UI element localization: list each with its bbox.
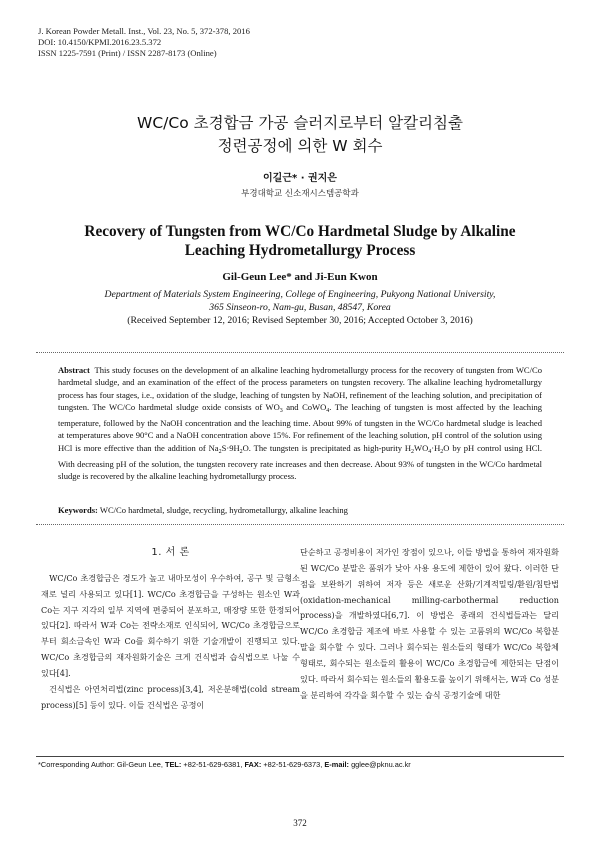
affiliation-line2: 365 Sinseon-ro, Nam-gu, Busan, 48547, Korea (209, 301, 391, 313)
footnote-prefix: *Corresponding Author: Gil-Geun Lee, (38, 760, 165, 769)
dotted-divider-bottom (36, 524, 564, 525)
email-value[interactable]: gglee@pknu.ac.kr (349, 760, 411, 769)
abstract-sub-5: 2 (411, 448, 415, 455)
english-title (0, 222, 600, 260)
left-paragraph-1: WC/Co 초경합금은 경도가 높고 내마모성이 우수하여, 공구 및 금형소재로 널리 사용되고 있다[1]. WC/Co 초경합금을 구성하는 원소인 W과 Co는 지구 지각의 일부 지역에 편중되어 분포하고, 매장량 또한 한정되어 있다[2]. 따라서 W과 Co는 전략소재로 인식되어, WC/Co 초경합금으로부터 회소금속인 W과 Co를 회수하기 위한 기술개발이 진행되고 있다. WC/Co 초경합금의 재자원화기술은 크게 건식법과 습식법으로 나눌 수 있다[4]. (41, 572, 300, 678)
abstract-text-3: . The leaching of tungsten is most affected by the leaching temperature, followed by the NaOH concentration and the leaching time. About 99% of tungsten in the WC/Co hardmetal sludge is leached at temperatures above 90°C and a NaOH concentration above 15%. For refinement of the leaching solution, pH control of the solution using HCl is more effective than the addition of Na (58, 401, 542, 453)
korean-affiliation: 부경대학교 신소재시스템공학과 (241, 189, 359, 199)
korean-title-line2: 정련공정에 의한 W 회수 (217, 137, 383, 155)
body-left-column (41, 545, 300, 713)
tel-label: TEL: (164, 760, 182, 769)
fax-value: +82-51-629-6373, (261, 760, 325, 769)
korean-title (0, 112, 600, 158)
abstract-sub-7: 2 (440, 448, 444, 455)
affiliation-line1: Department of Materials System Engineering, College of Engineering, Pukyong National University, (104, 289, 496, 300)
section-heading: 1. 서 론 (151, 547, 190, 558)
right-paragraph-1: 단순하고 공정비용이 저가인 장점이 있으나, 이들 방법을 통하여 재자원화된 WC/Co 분말은 품위가 낮아 사용 용도에 제한이 있어 왔다. 이러한 단점을 보완하기 위하여 저자 등은 새로운 산화/기계적밀링/환원/침탄법(oxidation-mechanical milling-carbothermal reduction process)을 개발하였다[6,7]. 이 방법은 종래의 건식법들과는 달리 WC/Co 초경합금 제조에 바로 사용할 수 있는 고품위의 WC/Co 복합분말을 회수할 수 있다. 그러나 회수되는 원소들의 형태가 WC/Co 복합체 형태로, 회수되는 원소들의 활용이 WC/Co 초경합금에 제한되는 단점이 있다. 따라서 회수되는 원소들의 활용도를 높이기 위해서는, W과 Co 성분을 분리하여 각각을 회수할 수 있는 습식 공정기술에 대한 (300, 547, 559, 700)
tel-value: +82-51-629-6381, (181, 760, 245, 769)
keywords-label: Keywords: (58, 505, 98, 515)
body-right-column (300, 545, 559, 703)
doi: DOI: 10.4150/KPMI.2016.23.5.372 (38, 37, 162, 47)
english-affiliation (0, 289, 600, 314)
abstract-text-2: and CoWO (282, 401, 327, 412)
journal-citation: J. Korean Powder Metall. Inst., Vol. 23, No. 5, 372-378, 2016 (38, 26, 250, 36)
abstract-text-4: S·9H (221, 442, 240, 453)
abstract (58, 364, 542, 483)
abstract-label: Abstract (58, 365, 90, 375)
abstract-text-6: WO (414, 442, 429, 453)
abstract-sub-4: 2 (239, 448, 243, 455)
fax-label: FAX: (244, 760, 262, 769)
issn: ISSN 1225-7591 (Print) / ISSN 2287-8173 (Online) (38, 48, 217, 58)
abstract-sub-2: 4 (326, 407, 330, 414)
korean-authors: 이길근* · 권지은 (263, 173, 337, 184)
abstract-text-1: This study focuses on the development of an alkaline leaching hydrometallurgy process for the recovery of tungsten from WC/Co hardmetal sludge, and an examination of the effect of the process parameters on tungsten recovery. The alkaline leaching hydrometallurgy process has four stages, i.e., oxidation of the sludge, leaching of tungsten by NaOH, refinement of the leaching solution, and precipitation of tungsten. The WC/Co hardmetal sludge oxide consists of WO (58, 365, 542, 412)
abstract-text-5: O. The tungsten is precipitated as high-purity H (242, 442, 412, 453)
page-number: 372 (293, 818, 307, 828)
footnote-rule (36, 756, 564, 757)
korean-title-line1: WC/Co 초경합금 가공 슬러지로부터 알칼리침출 (137, 114, 463, 132)
journal-header (38, 26, 250, 59)
received-dates: (Received September 12, 2016; Revised September 30, 2016; Accepted October 3, 2016) (127, 315, 473, 326)
dotted-divider-top (36, 352, 564, 353)
keywords (58, 505, 542, 515)
abstract-text-7: ·H (431, 442, 441, 453)
email-label: E-mail: (324, 760, 350, 769)
abstract-sub-1: 3 (279, 407, 283, 414)
corresponding-author-footnote (38, 760, 411, 769)
english-title-line1: Recovery of Tungsten from WC/Co Hardmetal Sludge by Alkaline (84, 223, 516, 240)
abstract-sub-6: 4 (428, 448, 432, 455)
abstract-sub-3: 2 (218, 448, 222, 455)
left-paragraph-2: 건식법은 아연처리법(zinc process)[3,4], 저온분해법(cold stream process)[5] 등이 있다. 이들 건식법은 공정이 (41, 683, 300, 710)
english-title-line2: Leaching Hydrometallurgy Process (184, 242, 416, 259)
english-authors: Gil-Geun Lee* and Ji-Eun Kwon (222, 271, 378, 283)
abstract-text-8: O by pH control using HCl. With decreasing pH of the solution, the tungsten recovery rate increases and then decrease. About 93% of tungsten in the WC/Co hardmetal sludge is recovered by the alkaline leaching hydrometallurgy process. (58, 442, 543, 482)
keywords-text: WC/Co hardmetal, sludge, recycling, hydrometallurgy, alkaline leaching (97, 505, 348, 515)
